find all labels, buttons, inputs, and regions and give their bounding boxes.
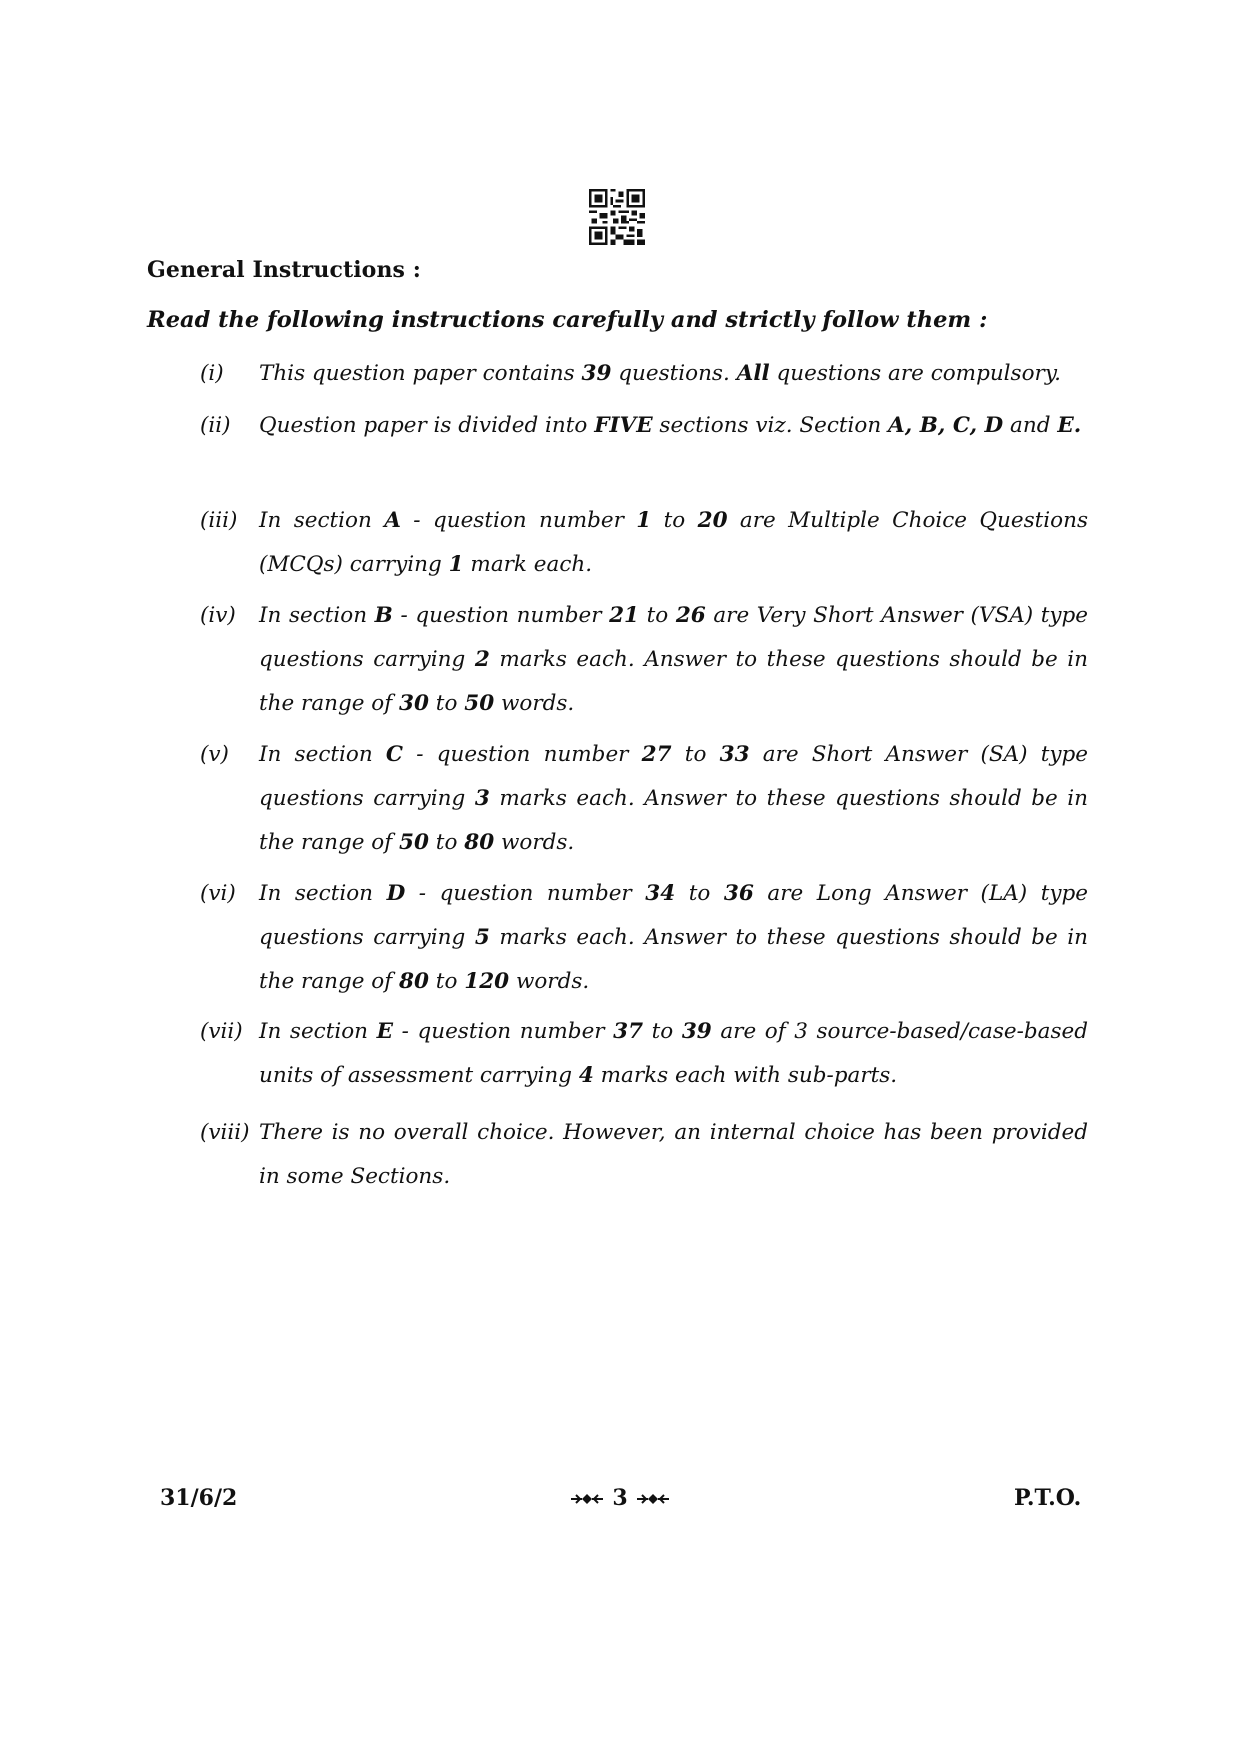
- emphasis-text: 80: [399, 969, 429, 994]
- instruction-text-part: words.: [494, 830, 575, 855]
- paper-code: 31/6/2: [160, 1485, 238, 1511]
- instruction-text-part: are Short Answer (SA) type questions carrying: [259, 742, 1089, 811]
- emphasis-text: All: [736, 361, 770, 386]
- emphasis-text: 30: [399, 691, 429, 716]
- page-number: 3: [612, 1485, 628, 1511]
- emphasis-text: 50: [464, 691, 495, 716]
- instruction-text-part: In section: [259, 1019, 377, 1044]
- instruction-text: [259, 1111, 1088, 1199]
- instruction-number: (iii): [200, 508, 238, 533]
- instruction-text-part: are Very Short Answer (VSA) type questions carrying: [259, 603, 1089, 672]
- instruction-text-part: to: [428, 691, 465, 716]
- instruction-text: [259, 499, 1088, 587]
- instruction-number: (i): [200, 361, 224, 386]
- instruction-text-part: marks each with sub-parts.: [593, 1063, 898, 1088]
- instruction-text-part: sections viz. Section: [652, 413, 889, 438]
- instructions-subheading: Read the following instructions carefully and strictly follow them :: [147, 307, 988, 333]
- instruction-text: [259, 594, 1088, 726]
- instruction-text-part: - question number: [400, 508, 637, 533]
- ornament-left-icon: [569, 1492, 605, 1506]
- instruction-text-part: Question paper is divided into: [259, 413, 595, 438]
- instruction-text-part: to: [428, 830, 465, 855]
- instruction-text-part: to: [639, 603, 676, 628]
- instruction-text: [259, 404, 1088, 448]
- instruction-text-part: are of 3 source-based/case-based units of assessment carrying: [259, 1019, 1088, 1088]
- emphasis-text: 5: [474, 925, 490, 950]
- emphasis-text: 80: [464, 830, 495, 855]
- emphasis-text: 27: [641, 742, 672, 767]
- instruction-number: (vii): [200, 1019, 243, 1044]
- instruction-text: [259, 733, 1088, 865]
- emphasis-text: 3: [474, 786, 490, 811]
- emphasis-text: C: [385, 742, 404, 767]
- instruction-text-part: marks each. Answer to these questions should be in the range of: [259, 647, 1088, 716]
- instruction-text: [259, 872, 1088, 1004]
- emphasis-text: 21: [609, 603, 640, 628]
- instruction-text-part: are Multiple Choice Questions (MCQs) carrying: [259, 508, 1088, 577]
- emphasis-text: 37: [613, 1019, 644, 1044]
- emphasis-text: 39: [581, 361, 612, 386]
- instruction-text-part: In section: [259, 603, 375, 628]
- instruction-text-part: This question paper contains: [259, 361, 582, 386]
- emphasis-text: 1: [448, 552, 464, 577]
- instruction-text: [259, 1010, 1088, 1098]
- emphasis-text: 4: [578, 1063, 594, 1088]
- qr-code-icon: [589, 189, 645, 245]
- emphasis-text: B: [374, 603, 393, 628]
- emphasis-text: A, B, C, D: [888, 413, 1004, 438]
- instruction-text-part: to: [651, 508, 698, 533]
- emphasis-text: E.: [1057, 413, 1082, 438]
- ornament-right-icon: [635, 1492, 671, 1506]
- instruction-number: (viii): [200, 1120, 250, 1145]
- instruction-text-part: marks each. Answer to these questions should be in the range of: [259, 925, 1088, 994]
- emphasis-text: 2: [474, 647, 490, 672]
- instruction-text-part: to: [671, 742, 720, 767]
- emphasis-text: FIVE: [594, 413, 653, 438]
- emphasis-text: 20: [697, 508, 728, 533]
- emphasis-text: A: [384, 508, 401, 533]
- instruction-text-part: are Long Answer (LA) type questions carrying: [259, 881, 1088, 950]
- instruction-text-part: In section: [259, 881, 387, 906]
- instruction-number: (iv): [200, 603, 236, 628]
- instruction-text-part: - question number: [392, 603, 610, 628]
- pto-label: P.T.O.: [1014, 1485, 1082, 1511]
- emphasis-text: 33: [719, 742, 750, 767]
- instruction-text-part: There is no overall choice. However, an internal choice has been provided in some Sections.: [259, 1120, 1088, 1189]
- general-instructions-heading: General Instructions :: [147, 257, 422, 283]
- instruction-text-part: In section: [259, 508, 385, 533]
- instruction-text-part: to: [428, 969, 465, 994]
- instruction-text-part: - question number: [403, 742, 642, 767]
- emphasis-text: 1: [636, 508, 652, 533]
- emphasis-text: 39: [681, 1019, 712, 1044]
- instruction-text-part: - question number: [393, 1019, 614, 1044]
- emphasis-text: 26: [675, 603, 706, 628]
- emphasis-text: 34: [645, 881, 676, 906]
- instruction-text-part: marks each. Answer to these questions should be in the range of: [259, 786, 1088, 855]
- emphasis-text: 50: [399, 830, 429, 855]
- instruction-text-part: questions are compulsory.: [769, 361, 1061, 386]
- instruction-text-part: to: [643, 1019, 682, 1044]
- instruction-text-part: - question number: [405, 881, 646, 906]
- instruction-text-part: words.: [494, 691, 575, 716]
- instruction-number: (vi): [200, 881, 236, 906]
- emphasis-text: 36: [723, 881, 754, 906]
- instruction-number: (ii): [200, 413, 231, 438]
- emphasis-text: 120: [464, 969, 510, 994]
- emphasis-text: E: [376, 1019, 394, 1044]
- instruction-text-part: words.: [509, 969, 590, 994]
- instruction-number: (v): [200, 742, 229, 767]
- instruction-text-part: to: [675, 881, 724, 906]
- instruction-text-part: questions.: [611, 361, 737, 386]
- emphasis-text: D: [386, 881, 406, 906]
- instruction-text: [259, 352, 1088, 396]
- instruction-text-part: and: [1003, 413, 1058, 438]
- instruction-text-part: In section: [259, 742, 386, 767]
- page-number-footer: [560, 1485, 680, 1511]
- instruction-text-part: mark each.: [463, 552, 593, 577]
